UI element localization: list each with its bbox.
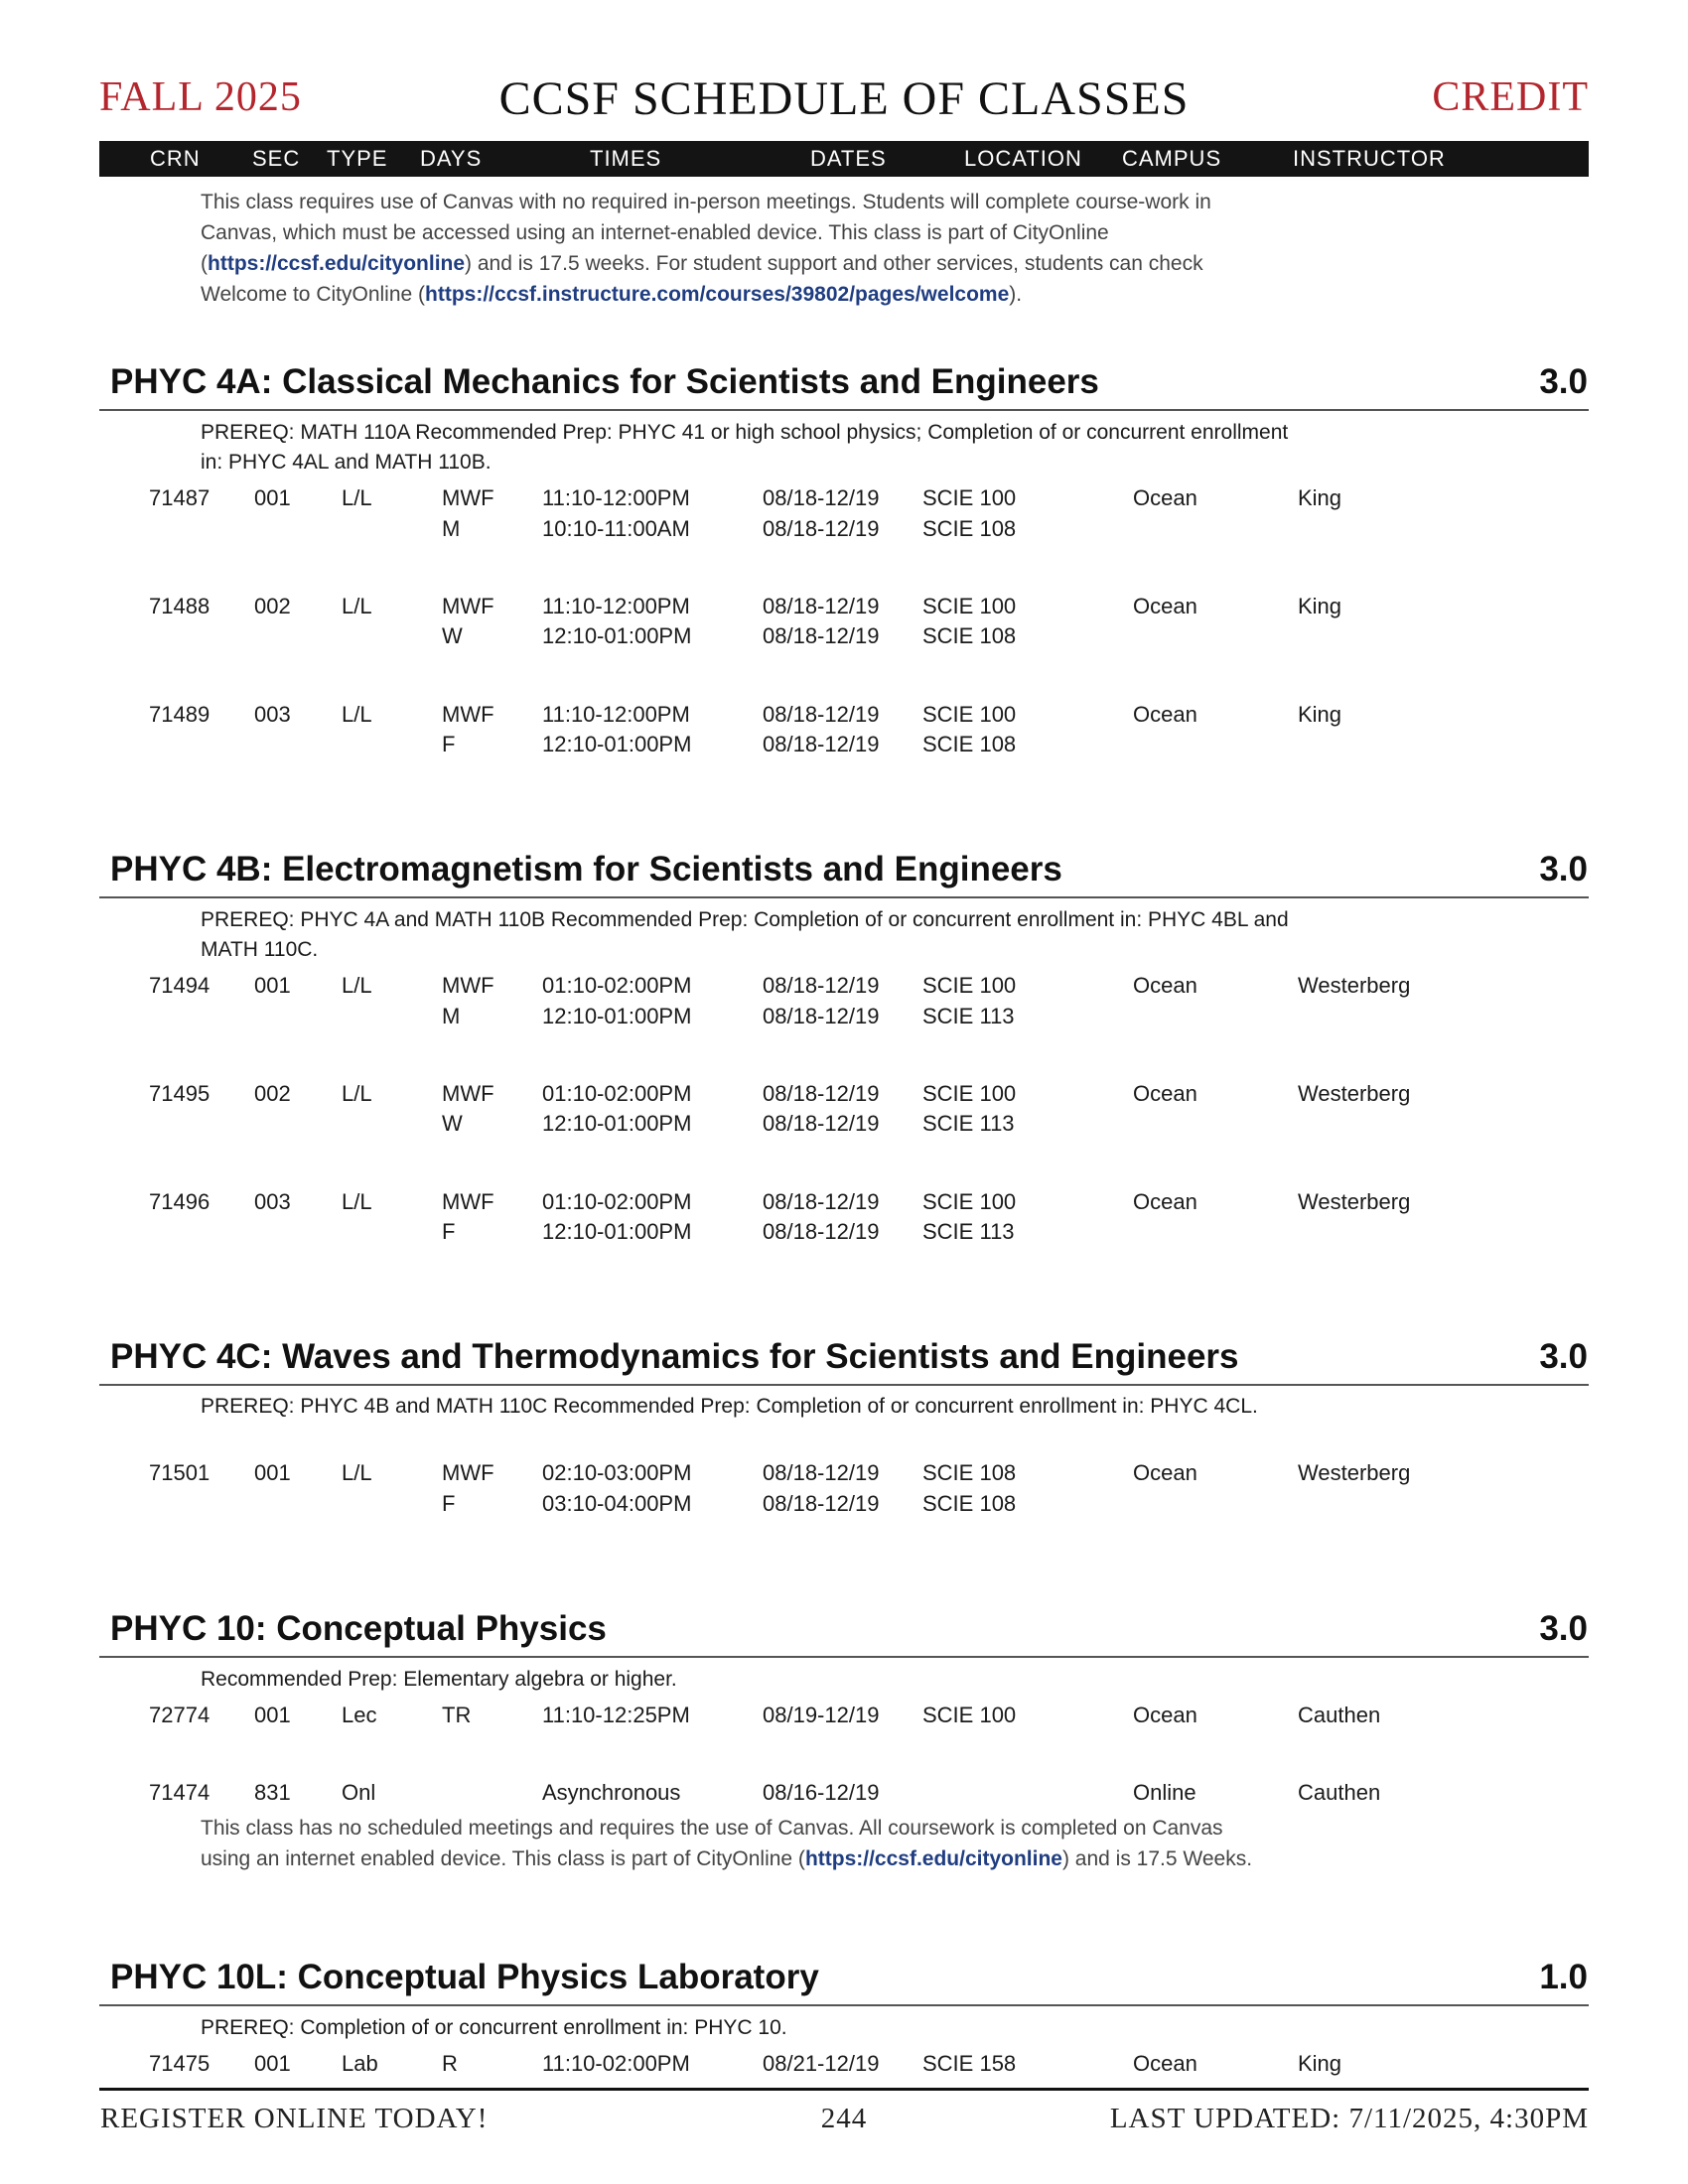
col-crn: CRN [150,146,201,171]
course-units: 3.0 [1539,1337,1588,1376]
location: SCIE 100 [922,1081,1017,1106]
course-divider [99,1656,1589,1658]
days: MWF [442,594,494,618]
days: R [442,2051,458,2076]
course-title: PHYC 4A: Classical Mechanics for Scientists and Engineers [110,362,1099,401]
days: W [442,1111,463,1136]
instructor: King [1298,485,1342,510]
times: 01:10-02:00PM [542,1081,692,1106]
location: SCIE 100 [922,1189,1017,1214]
dates: 08/18-12/19 [763,623,880,648]
page-number: 244 [820,2103,868,2134]
note-text: ) and is 17.5 weeks. For student support and other services, students can check Welcome to CityOnline ( [201,252,1203,306]
course-units: 1.0 [1539,1958,1588,1996]
days: MWF [442,1189,494,1214]
crn: 71494 [149,973,211,998]
sec: 001 [254,485,291,510]
crn: 71475 [149,2051,211,2076]
days: MWF [442,973,494,998]
column-header-bar [99,141,1589,177]
times: 12:10-01:00PM [542,1111,692,1136]
type: L/L [342,1189,372,1214]
campus: Ocean [1133,1189,1197,1214]
dates: 08/16-12/19 [763,1780,880,1805]
times: 12:10-01:00PM [542,1004,692,1028]
times: 03:10-04:00PM [542,1491,692,1516]
dates: 08/18-12/19 [763,516,880,541]
cityonline-link[interactable]: https://ccsf.edu/cityonline [208,252,466,275]
campus: Ocean [1133,2051,1197,2076]
campus: Ocean [1133,594,1197,618]
sec: 003 [254,702,291,727]
times: 11:10-12:25PM [542,1703,690,1727]
type: Lec [342,1703,377,1727]
days: MWF [442,1460,494,1485]
course-prereq: PREREQ: MATH 110A Recommended Prep: PHYC 41 or high school physics; Completion of or concurrent enrollment in: PHYC 4AL and MATH 110B. [201,421,1289,474]
col-instructor: INSTRUCTOR [1293,146,1446,171]
dates: 08/18-12/19 [763,485,880,510]
course-units: 3.0 [1539,1609,1588,1648]
course-prereq: PREREQ: Completion of or concurrent enrollment in: PHYC 10. [201,2016,787,2039]
footer-divider [99,2088,1589,2091]
days: W [442,623,463,648]
dates: 08/18-12/19 [763,973,880,998]
location: SCIE 100 [922,1703,1017,1727]
days: TR [442,1703,472,1727]
col-dates: DATES [810,146,887,171]
location: SCIE 113 [922,1004,1015,1028]
instructor: Westerberg [1298,1189,1411,1214]
course-prereq: Recommended Prep: Elementary algebra or higher. [201,1668,677,1691]
times: 12:10-01:00PM [542,732,692,756]
course-title: PHYC 4B: Electromagnetism for Scientists and Engineers [110,850,1062,888]
note-text: This class has no scheduled meetings and requires the use of Canvas. All coursework is completed on Canvas using an internet enabled device. This class is part of CityOnline ( [201,1817,1223,1870]
dates: 08/18-12/19 [763,1189,880,1214]
location: SCIE 100 [922,702,1017,727]
days: MWF [442,1081,494,1106]
times: 11:10-12:00PM [542,485,690,510]
dates: 08/18-12/19 [763,1491,880,1516]
instructor: Cauthen [1298,1780,1381,1805]
col-location: LOCATION [964,146,1082,171]
type: L/L [342,485,372,510]
note-text: ) and is 17.5 Weeks. [1061,1847,1253,1870]
days: M [442,1004,461,1028]
instructor: Westerberg [1298,1460,1411,1485]
course-title: PHYC 10: Conceptual Physics [110,1609,607,1648]
crn: 71488 [149,594,211,618]
course-units: 3.0 [1539,362,1588,401]
times: 11:10-12:00PM [542,702,690,727]
type: L/L [342,1081,372,1106]
crn: 71501 [149,1460,211,1485]
location: SCIE 108 [922,1491,1017,1516]
course-units: 3.0 [1539,850,1588,888]
times: 02:10-03:00PM [542,1460,692,1485]
times: 12:10-01:00PM [542,623,692,648]
course-divider [99,2004,1589,2006]
sec: 001 [254,1703,291,1727]
times: 01:10-02:00PM [542,973,692,998]
course-title: PHYC 4C: Waves and Thermodynamics for Scientists and Engineers [110,1337,1239,1376]
dates: 08/19-12/19 [763,1703,880,1727]
days: MWF [442,485,494,510]
type: L/L [342,702,372,727]
sec: 001 [254,2051,291,2076]
col-sec: SEC [252,146,301,171]
last-updated: LAST UPDATED: 7/11/2025, 4:30PM [1109,2103,1589,2134]
dates: 08/18-12/19 [763,1111,880,1136]
instructor: Cauthen [1298,1703,1381,1727]
online-section-note [201,1813,1263,1874]
register-online-text: REGISTER ONLINE TODAY! [100,2103,489,2134]
times: 10:10-11:00AM [542,516,690,541]
location: SCIE 100 [922,973,1017,998]
campus: Ocean [1133,485,1197,510]
dates: 08/18-12/19 [763,702,880,727]
cityonline-link[interactable]: https://ccsf.edu/cityonline [804,1847,1062,1870]
dates: 08/18-12/19 [763,594,880,618]
location: SCIE 158 [922,2051,1017,2076]
crn: 71489 [149,702,211,727]
crn: 71495 [149,1081,211,1106]
days: F [442,732,456,756]
course-prereq: PREREQ: PHYC 4B and MATH 110C Recommended Prep: Completion of or concurrent enrollment in: PHYC 4CL. [201,1395,1258,1418]
dates: 08/18-12/19 [763,1219,880,1244]
campus: Online [1133,1780,1196,1805]
col-times: TIMES [590,146,662,171]
days: MWF [442,702,494,727]
course-divider [99,409,1589,411]
location: SCIE 108 [922,732,1017,756]
days: F [442,1491,456,1516]
term-label: FALL 2025 [99,74,302,120]
campus: Ocean [1133,973,1197,998]
dates: 08/18-12/19 [763,1460,880,1485]
col-campus: CAMPUS [1122,146,1222,171]
dates: 08/18-12/19 [763,732,880,756]
crn: 71496 [149,1189,211,1214]
location: SCIE 100 [922,485,1017,510]
dates: 08/21-12/19 [763,2051,880,2076]
days: M [442,516,461,541]
note-text: ). [1009,283,1023,306]
dates: 08/18-12/19 [763,1081,880,1106]
instructor: King [1298,594,1342,618]
instructor: Westerberg [1298,1081,1411,1106]
dates: 08/18-12/19 [763,1004,880,1028]
type: L/L [342,1460,372,1485]
type: L/L [342,594,372,618]
page-title: CCSF SCHEDULE OF CLASSES [498,72,1190,125]
campus: Ocean [1133,1081,1197,1106]
times: 01:10-02:00PM [542,1189,692,1214]
category-label: CREDIT [1432,74,1589,120]
welcome-link[interactable]: https://ccsf.instructure.com/courses/39802/pages/welcome [425,283,1010,306]
times: 11:10-02:00PM [542,2051,690,2076]
campus: Ocean [1133,1460,1197,1485]
location: SCIE 113 [922,1111,1015,1136]
sec: 831 [254,1780,291,1805]
location: SCIE 108 [922,516,1017,541]
times: Asynchronous [542,1780,681,1805]
location: SCIE 100 [922,594,1017,618]
type: Lab [342,2051,378,2076]
sec: 002 [254,1081,291,1106]
sec: 001 [254,1460,291,1485]
crn: 71487 [149,485,211,510]
course-divider [99,1384,1589,1386]
location: SCIE 113 [922,1219,1015,1244]
course-title: PHYC 10L: Conceptual Physics Laboratory [110,1958,819,1996]
col-type: TYPE [327,146,388,171]
cityonline-note [201,187,1243,310]
col-days: DAYS [420,146,483,171]
type: L/L [342,973,372,998]
course-divider [99,896,1589,898]
campus: Ocean [1133,702,1197,727]
campus: Ocean [1133,1703,1197,1727]
crn: 71474 [149,1780,211,1805]
instructor: Westerberg [1298,973,1411,998]
times: 11:10-12:00PM [542,594,690,618]
note-text: This class requires use of Canvas with no required in-person meetings. Students will complete course-work in Canvas, which must be accessed using an internet-enabled device. This class is part of CityOnline ( [201,191,1211,275]
sec: 001 [254,973,291,998]
sec: 003 [254,1189,291,1214]
location: SCIE 108 [922,1460,1017,1485]
course-prereq: PREREQ: PHYC 4A and MATH 110B Recommended Prep: Completion of or concurrent enrollment in: PHYC 4BL and MATH 110C. [201,908,1289,961]
sec: 002 [254,594,291,618]
instructor: King [1298,2051,1342,2076]
crn: 72774 [149,1703,211,1727]
location: SCIE 108 [922,623,1017,648]
instructor: King [1298,702,1342,727]
days: F [442,1219,456,1244]
times: 12:10-01:00PM [542,1219,692,1244]
type: Onl [342,1780,376,1805]
